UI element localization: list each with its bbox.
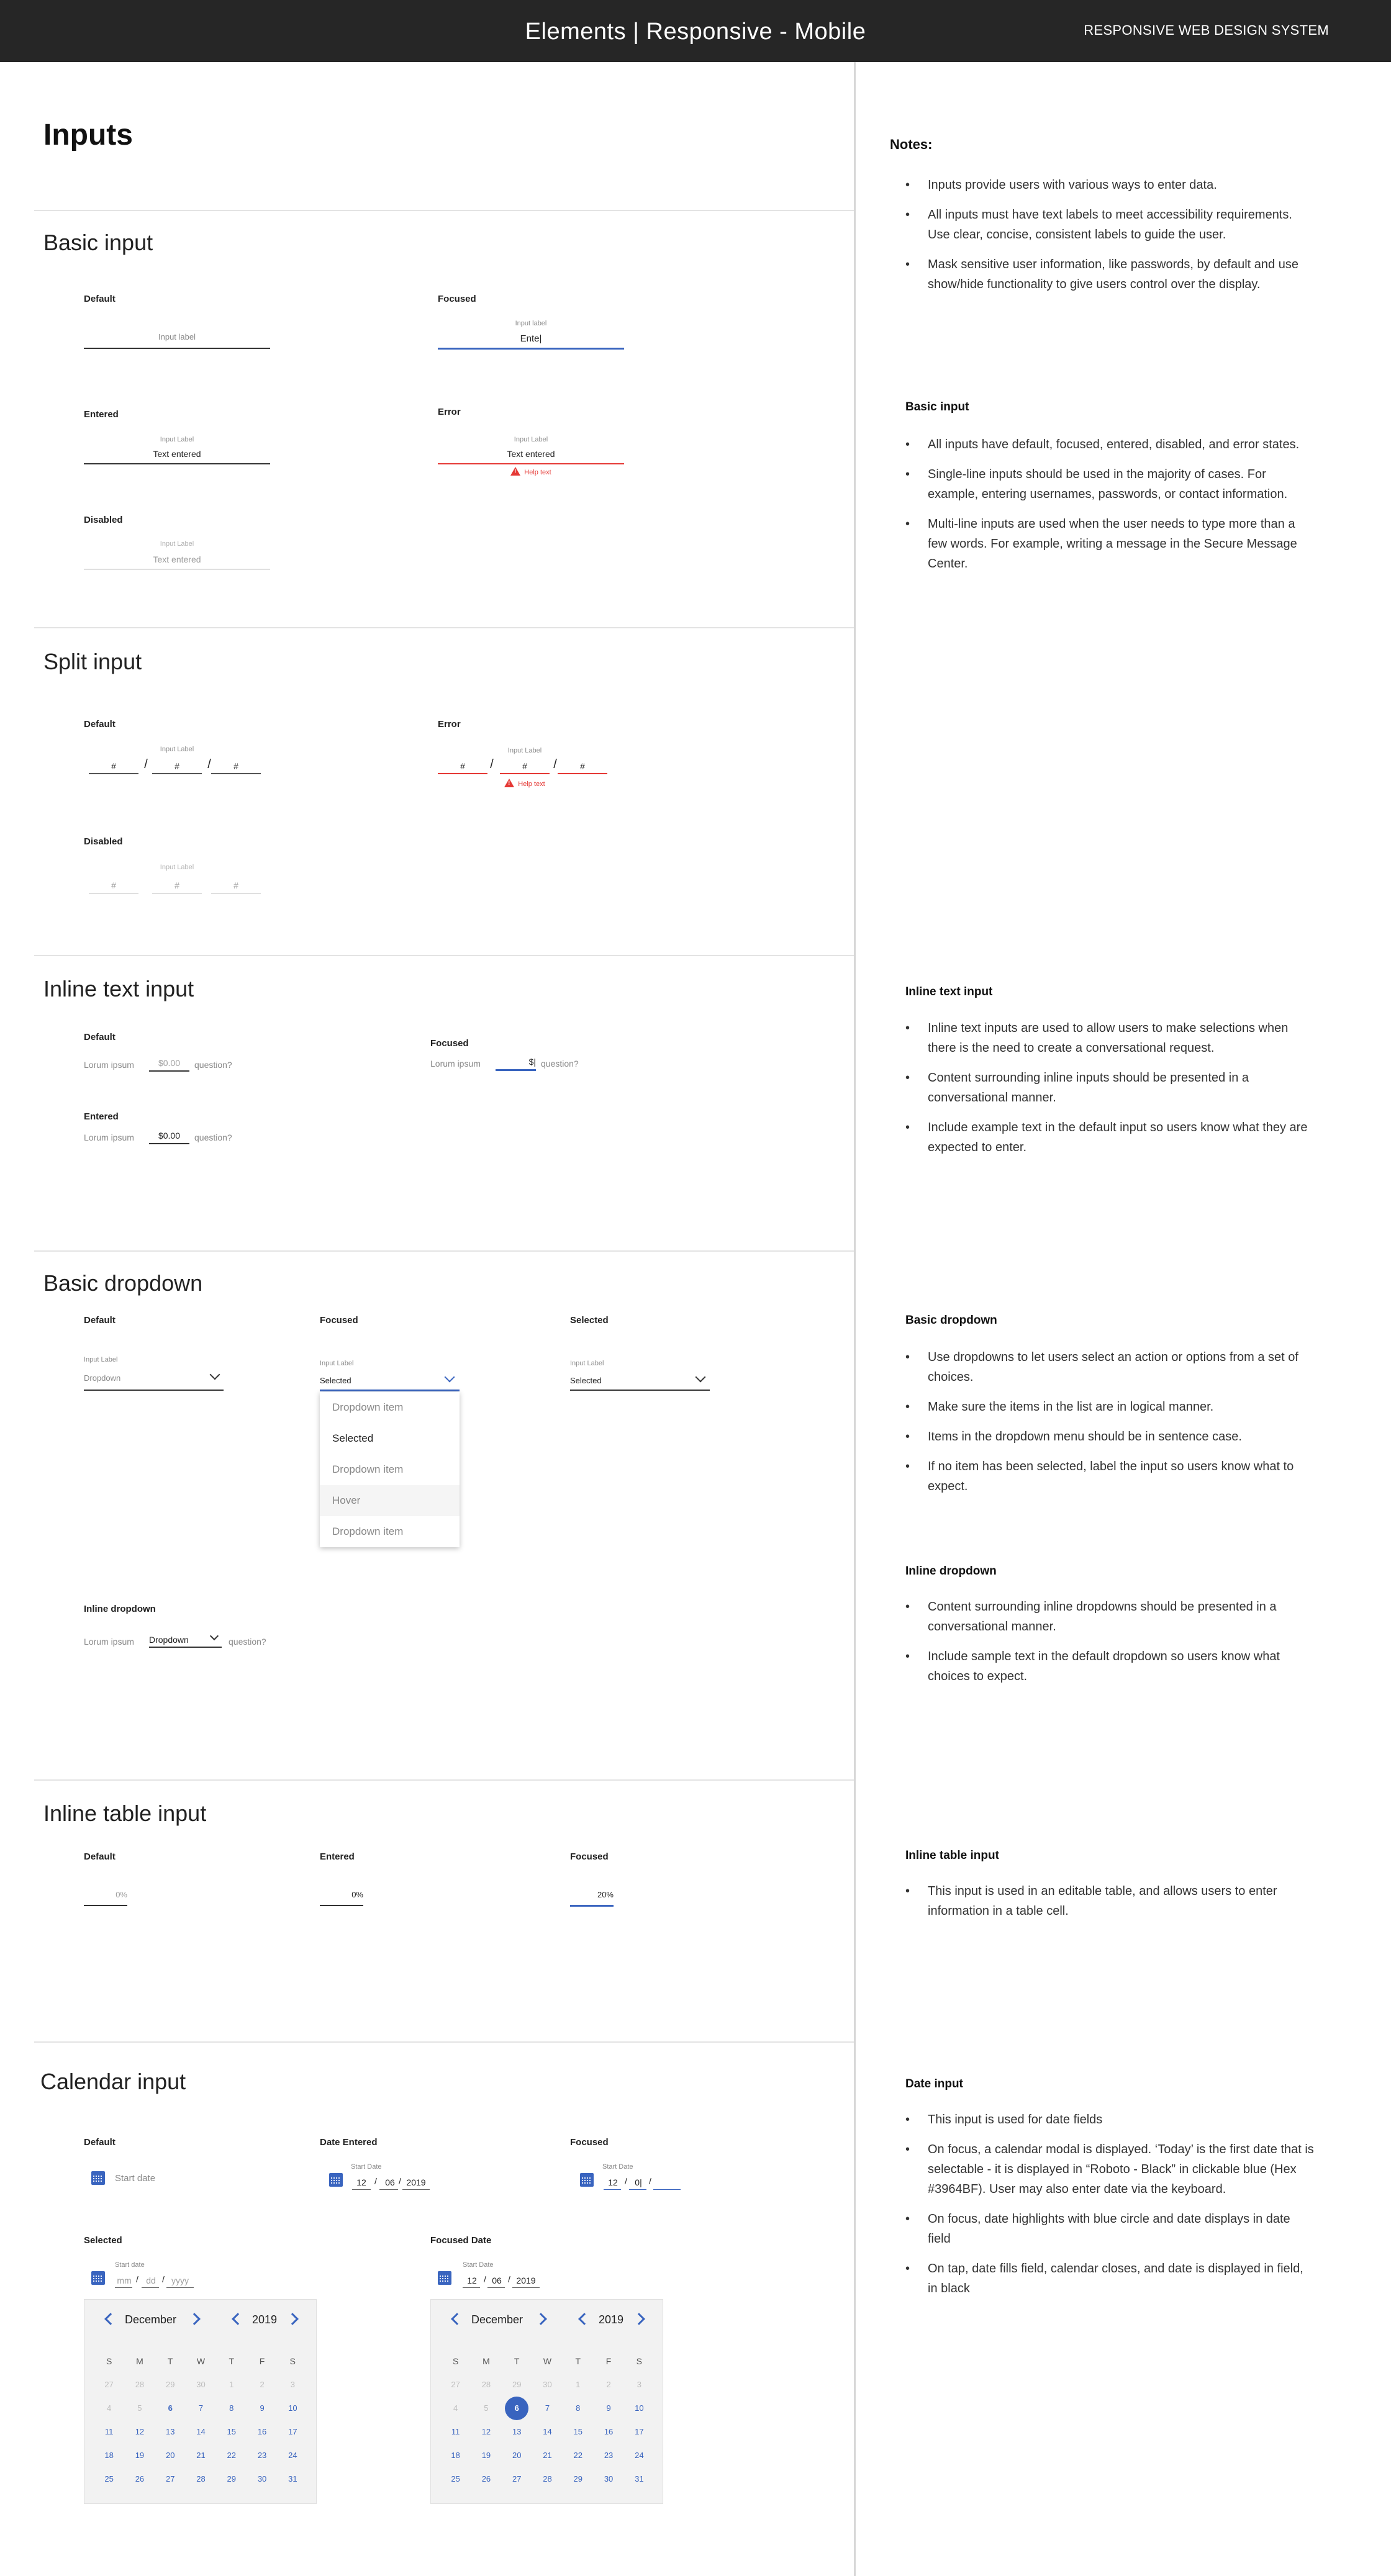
calendar-grid — [94, 2349, 308, 2491]
note-item: • Inline text inputs are used to allow users to make selections when there is the need to create a conversational request. — [905, 1018, 1315, 1058]
dropdown-underline — [320, 1390, 460, 1391]
input-label: Input Label — [160, 540, 194, 548]
calendar-day-disabled: 28 — [135, 2380, 145, 2389]
note-item: • Use dropdowns to let users select an action or options from a set of choices. — [905, 1347, 1315, 1387]
calendar-popup — [430, 2299, 663, 2504]
calendar-day[interactable]: 25 — [451, 2474, 460, 2483]
split-segment[interactable]: # — [522, 761, 527, 771]
calendar-day-disabled: 1 — [229, 2380, 234, 2389]
date-label: Start Date — [351, 2163, 382, 2171]
inline-value: $0.00 — [158, 1058, 181, 1068]
section-divider — [34, 1779, 854, 1781]
calendar-day[interactable]: 10 — [288, 2403, 297, 2413]
weekday-header: T — [167, 2356, 173, 2366]
state-label: Error — [438, 407, 461, 417]
date-year[interactable]: yyyy — [171, 2275, 189, 2285]
calendar-day[interactable]: 22 — [227, 2451, 237, 2460]
input-underline — [211, 893, 261, 894]
weekday-header: T — [514, 2356, 520, 2366]
calendar-day[interactable]: 17 — [635, 2427, 644, 2436]
calendar-day[interactable]: 19 — [135, 2451, 145, 2460]
section-divider — [34, 627, 854, 628]
section-title-basic-input: Basic input — [43, 230, 153, 255]
next-year-icon[interactable] — [633, 2313, 645, 2325]
date-day[interactable]: dd — [146, 2275, 156, 2285]
calendar-day-disabled: 27 — [104, 2380, 114, 2389]
state-label: Default — [84, 294, 116, 304]
calendar-icon[interactable] — [91, 2271, 105, 2285]
calendar-day[interactable]: 29 — [227, 2474, 237, 2483]
year-label: 2019 — [252, 2313, 278, 2326]
note-item: • Include sample text in the default dropdown so users know what choices to expect. — [905, 1647, 1315, 1686]
notes-subheading: Date input — [905, 2077, 963, 2090]
input-label: Input Label — [507, 747, 542, 754]
notes-subheading: Basic dropdown — [905, 1314, 997, 1327]
calendar-day[interactable]: 18 — [104, 2451, 114, 2460]
note-item: • Make sure the items in the list are in logical manner. — [905, 1397, 1315, 1417]
state-label: Default — [84, 719, 116, 730]
dropdown-label: Input Label — [84, 1356, 118, 1363]
note-item: • This input is used for date fields — [905, 2110, 1315, 2130]
section-title-split-input: Split input — [43, 649, 142, 674]
calendar-day-today[interactable]: 6 — [505, 2397, 528, 2420]
state-label: Default — [84, 1315, 116, 1326]
section-divider — [34, 210, 854, 211]
month-label: December — [471, 2313, 523, 2326]
dropdown-menu — [320, 1392, 460, 1547]
calendar-day[interactable]: 7 — [198, 2403, 204, 2413]
input-underline — [570, 1905, 614, 1907]
calendar-icon[interactable] — [580, 2173, 594, 2187]
date-underline — [402, 2189, 430, 2190]
date-month[interactable]: 12 — [467, 2275, 477, 2285]
note-item: • Content surrounding inline dropdowns should be presented in a conversational manner. — [905, 1597, 1315, 1637]
split-separator: / — [490, 757, 494, 771]
split-segment: # — [111, 880, 116, 890]
input-value: Ente| — [520, 333, 542, 344]
note-item: • If no item has been selected, label the input so users know what to expect. — [905, 1457, 1315, 1496]
calendar-day-disabled: 3 — [290, 2380, 295, 2389]
input-underline — [152, 773, 202, 774]
dropdown-value: Selected — [570, 1376, 602, 1385]
state-label: Inline dropdown — [84, 1604, 156, 1614]
notes-subheading: Inline text input — [905, 985, 993, 998]
notes-intro-list — [905, 175, 1315, 304]
calendar-day[interactable]: 7 — [545, 2403, 550, 2413]
weekday-header: W — [196, 2356, 206, 2366]
help-text: !Help text — [438, 779, 612, 788]
date-day[interactable]: 0| — [635, 2177, 642, 2187]
input-underline — [438, 773, 487, 774]
calendar-popup — [84, 2299, 317, 2504]
split-segment[interactable]: # — [580, 761, 585, 771]
calendar-day[interactable]: 21 — [543, 2451, 552, 2460]
state-label: Error — [438, 719, 461, 730]
header-title: Elements | Responsive - Mobile — [525, 19, 866, 45]
calendar-day[interactable]: 9 — [260, 2403, 265, 2413]
dropdown-value: Selected — [320, 1376, 351, 1385]
month-label: December — [125, 2313, 177, 2326]
calendar-day[interactable]: 13 — [512, 2427, 522, 2436]
note-item: • This input is used in an editable table, and allows users to enter information in a table cell. — [905, 1881, 1315, 1921]
calendar-day[interactable]: 16 — [257, 2427, 267, 2436]
dropdown-value: Dropdown — [149, 1635, 189, 1645]
input-underline — [89, 773, 138, 774]
calendar-day[interactable]: 30 — [257, 2474, 267, 2483]
table-input-value: 0% — [351, 1890, 363, 1899]
input-underline — [89, 893, 138, 894]
input-label: Input Label — [160, 746, 194, 753]
calendar-day-disabled: 5 — [484, 2403, 489, 2413]
calendar-day[interactable]: 20 — [165, 2451, 175, 2460]
section-divider — [34, 2041, 854, 2043]
input-underline — [149, 1070, 189, 1072]
note-item: • Single-line inputs should be used in the majority of cases. For example, entering usernames, passwords, or contact information. — [905, 464, 1315, 504]
calendar-day[interactable]: 28 — [196, 2474, 206, 2483]
calendar-day-disabled: 27 — [451, 2380, 460, 2389]
calendar-day-disabled: 2 — [606, 2380, 611, 2389]
input-underline — [558, 773, 607, 774]
date-underline — [512, 2287, 540, 2288]
calendar-day[interactable]: 26 — [481, 2474, 491, 2483]
split-separator: / — [144, 757, 148, 771]
calendar-day-disabled: 3 — [637, 2380, 641, 2389]
note-item: • All inputs have default, focused, entered, disabled, and error states. — [905, 435, 1315, 454]
input-label: Input Label — [514, 436, 548, 443]
date-placeholder: Start date — [115, 2173, 156, 2184]
split-segment[interactable]: # — [460, 761, 465, 771]
notes-list — [905, 1597, 1315, 1696]
weekday-header: T — [575, 2356, 581, 2366]
calendar-day-disabled: 30 — [196, 2380, 206, 2389]
calendar-day[interactable]: 12 — [135, 2427, 145, 2436]
notes-subheading: Inline dropdown — [905, 1565, 997, 1578]
calendar-day[interactable]: 15 — [573, 2427, 583, 2436]
note-item: • On focus, a calendar modal is displayed. ‘Today’ is the first date that is selectable - it is displayed in “Roboto - Black” in clickable blue (Hex #3964BF). User may also enter date via the keyboard. — [905, 2140, 1315, 2199]
state-label: Entered — [84, 409, 119, 420]
calendar-day[interactable]: 24 — [635, 2451, 644, 2460]
date-month[interactable]: mm — [117, 2275, 132, 2285]
input-underline — [84, 569, 270, 570]
input-underline — [84, 1905, 127, 1906]
state-label: Selected — [570, 1315, 609, 1326]
top-bar — [0, 0, 1391, 62]
inline-value: $0.00 — [158, 1131, 181, 1141]
input-label: Input label — [515, 320, 547, 327]
input-value: Text entered — [507, 449, 555, 459]
notes-list — [905, 435, 1315, 584]
state-label: Selected — [84, 2235, 122, 2246]
inline-text-before: Lorum ipsum — [84, 1132, 134, 1142]
inline-value: $| — [528, 1057, 536, 1067]
next-month-icon[interactable] — [188, 2313, 201, 2325]
weekday-header: F — [605, 2356, 612, 2366]
calendar-day-disabled: 2 — [260, 2380, 265, 2389]
inline-text-before: Lorum ipsum — [84, 1637, 134, 1647]
prev-year-icon[interactable] — [578, 2313, 591, 2325]
calendar-day[interactable]: 29 — [573, 2474, 583, 2483]
state-label: Default — [84, 1851, 116, 1862]
calendar-day[interactable]: 11 — [451, 2427, 460, 2436]
dropdown-item[interactable]: Dropdown item — [332, 1401, 404, 1413]
input-underline — [438, 348, 624, 350]
state-label: Focused — [570, 2137, 609, 2148]
calendar-day[interactable]: 30 — [604, 2474, 614, 2483]
note-item: • Items in the dropdown menu should be in sentence case. — [905, 1427, 1315, 1447]
input-underline — [211, 773, 261, 774]
state-label: Focused — [320, 1315, 358, 1326]
notes-heading: Notes: — [890, 137, 933, 152]
chevron-down-icon — [210, 1370, 220, 1380]
calendar-day[interactable]: 27 — [512, 2474, 522, 2483]
weekday-header: T — [229, 2356, 235, 2366]
dropdown-item-hover[interactable]: Hover — [320, 1485, 460, 1516]
calendar-day[interactable]: 23 — [604, 2451, 614, 2460]
calendar-day-disabled: 28 — [481, 2380, 491, 2389]
calendar-day[interactable]: 13 — [165, 2427, 175, 2436]
calendar-day[interactable]: 31 — [288, 2474, 297, 2483]
date-day[interactable]: 06 — [385, 2177, 395, 2187]
note-item: • On focus, date highlights with blue circle and date displays in date field — [905, 2209, 1315, 2249]
column-divider — [854, 62, 856, 2576]
note-item: • Include example text in the default input so users know what they are expected to enter. — [905, 1118, 1315, 1157]
input-underline — [84, 348, 270, 349]
date-underline — [463, 2287, 480, 2288]
state-label: Entered — [320, 1851, 355, 1862]
note-item: • All inputs must have text labels to meet accessibility requirements. Use clear, concise, consistent labels to guide the user. — [905, 205, 1315, 245]
help-text: !Help text — [438, 467, 624, 476]
date-label: Start Date — [463, 2261, 494, 2269]
input-underline — [84, 463, 270, 464]
split-separator: / — [553, 757, 557, 771]
weekday-header: S — [106, 2356, 112, 2366]
date-underline — [142, 2287, 159, 2288]
inline-text-before: Lorum ipsum — [430, 1059, 481, 1069]
section-title-calendar: Calendar input — [40, 2069, 186, 2094]
input-underline — [496, 1069, 536, 1071]
date-underline — [604, 2189, 621, 2190]
date-underline — [629, 2189, 646, 2190]
calendar-day[interactable]: 25 — [104, 2474, 114, 2483]
state-label: Entered — [84, 1111, 119, 1122]
chevron-down-icon — [696, 1372, 706, 1383]
chevron-down-icon — [210, 1632, 219, 1640]
chevron-down-icon — [445, 1372, 455, 1383]
date-underline — [352, 2189, 371, 2190]
input-label: Input Label — [160, 436, 194, 443]
calendar-icon[interactable] — [329, 2173, 343, 2187]
prev-month-icon[interactable] — [104, 2313, 117, 2325]
calendar-day[interactable]: 19 — [481, 2451, 491, 2460]
calendar-day[interactable]: 28 — [543, 2474, 552, 2483]
date-underline — [653, 2189, 681, 2190]
state-label: Focused — [570, 1851, 609, 1862]
calendar-grid — [440, 2349, 655, 2491]
year-label: 2019 — [599, 2313, 624, 2326]
split-segment: # — [174, 880, 179, 890]
dropdown-item[interactable]: Dropdown item — [332, 1463, 404, 1475]
split-segment: # — [233, 880, 238, 890]
calendar-day[interactable]: 8 — [576, 2403, 581, 2413]
warning-icon — [510, 467, 520, 476]
date-underline — [166, 2287, 194, 2288]
calendar-day-disabled: 1 — [576, 2380, 581, 2389]
state-label: Default — [84, 2137, 116, 2148]
inline-text-after: question? — [194, 1132, 232, 1142]
calendar-day[interactable]: 14 — [543, 2427, 552, 2436]
weekday-header: W — [543, 2356, 552, 2366]
calendar-day-today[interactable]: 6 — [168, 2403, 173, 2413]
table-input-value: 20% — [597, 1890, 614, 1899]
inline-text-before: Lorum ipsum — [84, 1060, 134, 1070]
calendar-day[interactable]: 26 — [135, 2474, 145, 2483]
section-divider — [34, 1250, 854, 1252]
calendar-icon[interactable] — [438, 2271, 451, 2285]
calendar-day[interactable]: 9 — [606, 2403, 611, 2413]
next-month-icon[interactable] — [535, 2313, 547, 2325]
input-underline — [320, 1905, 363, 1906]
next-year-icon[interactable] — [286, 2313, 299, 2325]
note-item: • On tap, date fills field, calendar closes, and date is displayed in field, in black — [905, 2259, 1315, 2298]
calendar-day[interactable]: 15 — [227, 2427, 237, 2436]
dropdown-underline — [149, 1647, 222, 1648]
weekday-header: M — [483, 2356, 490, 2366]
date-underline — [379, 2189, 398, 2190]
calendar-day[interactable]: 11 — [104, 2427, 114, 2436]
notes-subheading: Inline table input — [905, 1849, 999, 1862]
dropdown-item[interactable]: Dropdown item — [332, 1525, 404, 1537]
prev-month-icon[interactable] — [451, 2313, 463, 2325]
notes-list — [905, 1347, 1315, 1506]
calendar-day[interactable]: 31 — [635, 2474, 644, 2483]
state-label: Focused — [438, 294, 476, 304]
state-label: Date Entered — [320, 2137, 378, 2148]
section-title-basic-dropdown: Basic dropdown — [43, 1270, 203, 1296]
calendar-day-disabled: 5 — [137, 2403, 142, 2413]
weekday-header: F — [259, 2356, 265, 2366]
state-label: Disabled — [84, 515, 123, 525]
input-value: Text entered — [153, 449, 201, 459]
header-brand: RESPONSIVE WEB DESIGN SYSTEM — [1084, 22, 1329, 38]
calendar-day[interactable]: 22 — [573, 2451, 583, 2460]
calendar-day-disabled: 29 — [165, 2380, 175, 2389]
split-segment[interactable]: # — [233, 761, 238, 771]
dropdown-label: Input Label — [570, 1360, 604, 1367]
calendar-day-disabled: 4 — [107, 2403, 112, 2413]
section-title-inline-text: Inline text input — [43, 976, 194, 1001]
date-day[interactable]: 06 — [492, 2275, 502, 2285]
state-label: Disabled — [84, 836, 123, 847]
inline-text-after: question? — [194, 1060, 232, 1070]
date-month[interactable]: 12 — [608, 2177, 618, 2187]
weekday-header: S — [289, 2356, 296, 2366]
page-title: Inputs — [43, 119, 133, 151]
input-placeholder: Input label — [158, 332, 196, 341]
note-item: • Mask sensitive user information, like passwords, by default and use show/hide functionality to give users control over the display. — [905, 255, 1315, 294]
inline-text-after: question? — [229, 1637, 266, 1647]
notes-list — [905, 2110, 1315, 2308]
input-underline — [438, 463, 624, 464]
note-item: • Multi-line inputs are used when the user needs to type more than a few words. For example, writing a message in the Secure Message Center. — [905, 514, 1315, 574]
date-year[interactable]: 2019 — [516, 2275, 536, 2285]
state-label: Focused — [430, 1038, 469, 1049]
section-title-inline-table: Inline table input — [43, 1801, 207, 1826]
input-label: Input Label — [160, 864, 194, 871]
calendar-day[interactable]: 17 — [288, 2427, 297, 2436]
section-divider — [34, 955, 854, 956]
calendar-day[interactable]: 21 — [196, 2451, 206, 2460]
inline-text-after: question? — [541, 1059, 579, 1069]
calendar-day-disabled: 29 — [512, 2380, 522, 2389]
input-value: Text entered — [153, 554, 201, 564]
note-item: • Content surrounding inline inputs should be presented in a conversational manner. — [905, 1068, 1315, 1108]
calendar-day[interactable]: 16 — [604, 2427, 614, 2436]
split-segment[interactable]: # — [174, 761, 179, 771]
input-underline — [500, 773, 550, 774]
dropdown-item-selected[interactable]: Selected — [320, 1423, 460, 1454]
calendar-day[interactable]: 20 — [512, 2451, 522, 2460]
calendar-day[interactable]: 14 — [196, 2427, 206, 2436]
table-input-value: 0% — [116, 1890, 127, 1899]
input-underline — [149, 1143, 189, 1144]
calendar-day-disabled: 30 — [543, 2380, 552, 2389]
date-label: Start Date — [602, 2163, 633, 2171]
dropdown-underline — [570, 1390, 710, 1391]
input-underline — [152, 893, 202, 894]
state-label: Default — [84, 1032, 116, 1042]
weekday-header: S — [636, 2356, 643, 2366]
weekday-header: S — [452, 2356, 459, 2366]
notes-list — [905, 1881, 1315, 1931]
date-underline — [487, 2287, 505, 2288]
prev-year-icon[interactable] — [232, 2313, 244, 2325]
calendar-day[interactable]: 12 — [481, 2427, 491, 2436]
dropdown-label: Input Label — [320, 1360, 354, 1367]
dropdown-value: Dropdown — [84, 1373, 121, 1383]
state-label: Focused Date — [430, 2235, 492, 2246]
calendar-day-disabled: 4 — [453, 2403, 458, 2413]
calendar-day[interactable]: 23 — [257, 2451, 267, 2460]
warning-icon — [504, 779, 514, 787]
notes-list — [905, 1018, 1315, 1167]
calendar-day[interactable]: 24 — [288, 2451, 297, 2460]
note-item: • Inputs provide users with various ways to enter data. — [905, 175, 1315, 195]
calendar-day[interactable]: 8 — [229, 2403, 234, 2413]
calendar-day[interactable]: 18 — [451, 2451, 460, 2460]
date-label: Start date — [115, 2261, 145, 2269]
date-year[interactable]: 2019 — [406, 2177, 426, 2187]
date-underline — [115, 2287, 132, 2288]
notes-subheading: Basic input — [905, 400, 969, 414]
split-segment[interactable]: # — [111, 761, 116, 771]
calendar-icon[interactable] — [91, 2171, 105, 2185]
calendar-day[interactable]: 27 — [165, 2474, 175, 2483]
dropdown-underline — [84, 1390, 224, 1391]
date-month[interactable]: 12 — [356, 2177, 366, 2187]
weekday-header: M — [136, 2356, 143, 2366]
calendar-day[interactable]: 10 — [635, 2403, 644, 2413]
split-separator: / — [207, 757, 211, 771]
